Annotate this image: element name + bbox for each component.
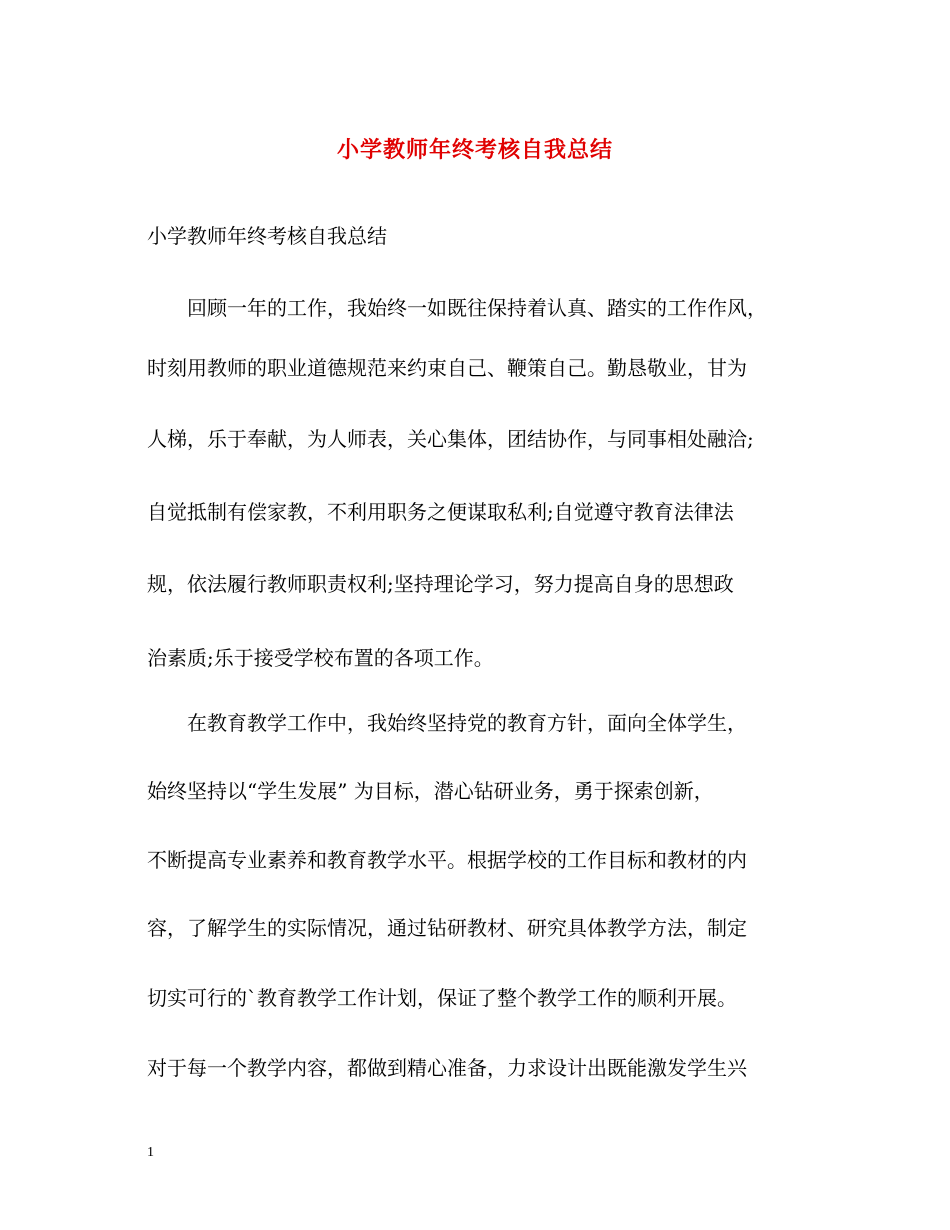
- document-title: 小学教师年终考核自我总结: [336, 137, 613, 163]
- paragraph-line: 治素质;乐于接受学校布置的各项工作。: [147, 646, 494, 670]
- paragraph-line: 始终坚持以“学生发展” 为目标，潜心钻研业务，勇于探索创新，: [147, 779, 714, 803]
- document-subtitle: 小学教师年终考核自我总结: [147, 224, 387, 248]
- paragraph-line: 容，了解学生的实际情况，通过钻研教材、研究具体教学方法，制定: [147, 916, 747, 940]
- paragraph-line: 切实可行的`教育教学工作计划，保证了整个教学工作的顺利开展。: [147, 986, 737, 1010]
- paragraph-line: 时刻用教师的职业道德规范来约束自己、鞭策自己。勤恳敬业，甘为: [147, 356, 747, 380]
- paragraph-line: 回顾一年的工作，我始终一如既往保持着认真、踏实的工作作风，: [187, 296, 767, 320]
- paragraph-line: 自觉抵制有偿家教，不利用职务之便谋取私利;自觉遵守教育法律法: [147, 500, 734, 524]
- paragraph-line: 人梯，乐于奉献，为人师表，关心集体，团结协作，与同事相处融洽;: [147, 427, 754, 451]
- paragraph-line: 不断提高专业素养和教育教学水平。根据学校的工作目标和教材的内: [147, 848, 747, 872]
- paragraph-line: 规，依法履行教师职责权利;坚持理论学习，努力提高自身的思想政: [147, 572, 734, 596]
- page-number: 1: [147, 1145, 154, 1160]
- paragraph-line: 在教育教学工作中，我始终坚持党的教育方针，面向全体学生，: [187, 711, 747, 735]
- paragraph-line: 对于每一个教学内容，都做到精心准备，力求设计出既能激发学生兴: [147, 1056, 747, 1080]
